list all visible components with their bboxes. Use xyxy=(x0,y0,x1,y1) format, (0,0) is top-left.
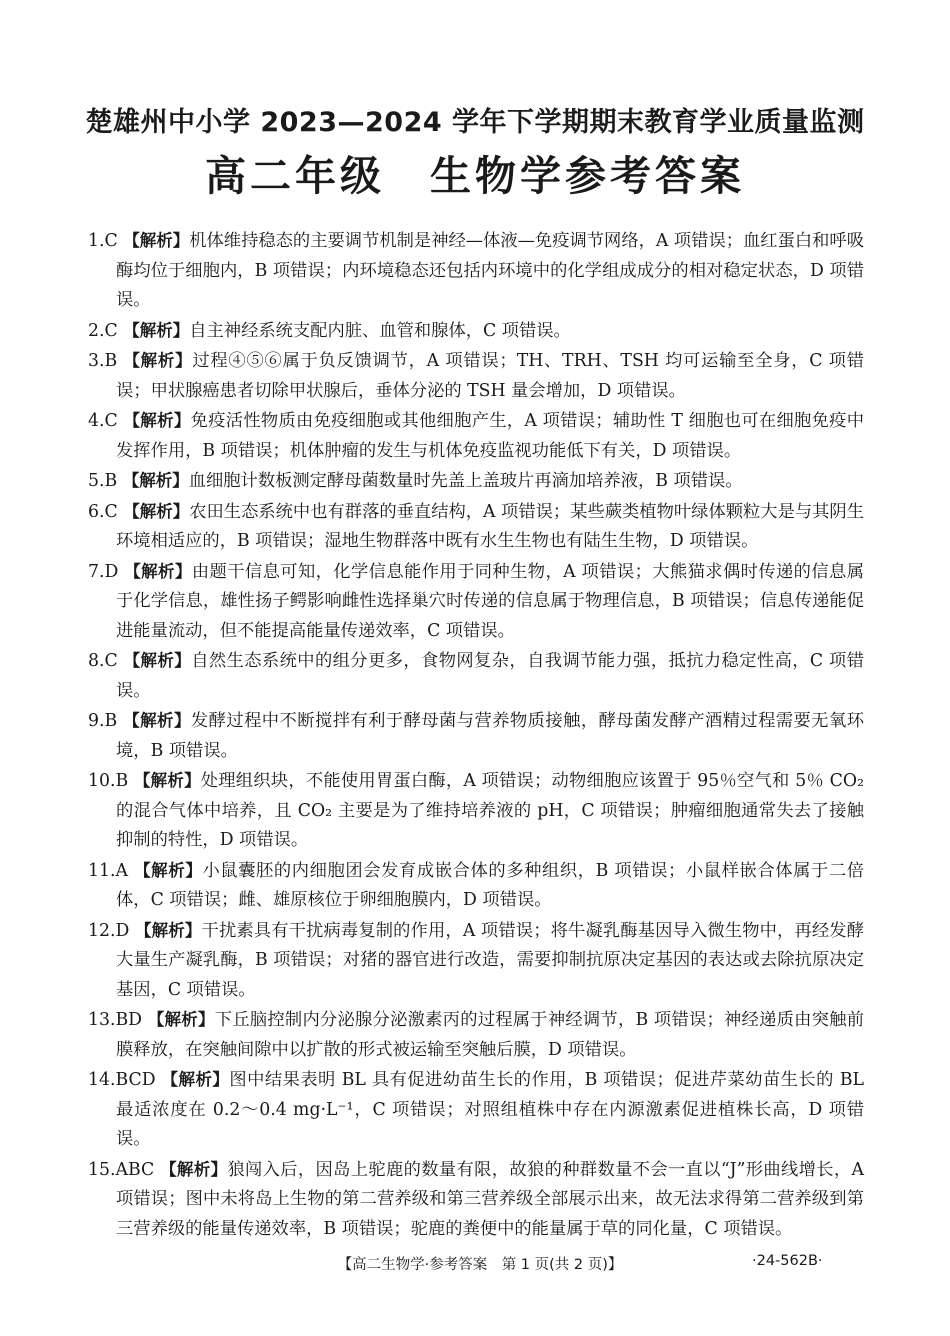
analysis-tag: 【解析】 xyxy=(123,320,190,340)
analysis-tag: 【解析】 xyxy=(161,1070,230,1089)
answer-number: 5.B xyxy=(88,471,118,491)
analysis-text: 狼闯入后，因岛上驼鹿的数量有限，故狼的种群数量不会一直以“J”形曲线增长，A 项错误；图中未将岛上生物的第二营养级和第三营养级全部展示出来，故无法求得第二营养级到第三营养级的能量传递效率，B 项错误；驼鹿的粪便中的能量属于草的同化量，C 项错误。 xyxy=(116,1159,865,1239)
answer-item-4 xyxy=(88,406,864,466)
answer-number: 11.A xyxy=(88,860,128,881)
analysis-text: 干扰素具有干扰病毒复制的作用，A 项错误；将牛凝乳酶基因导入微生物中，再经发酵大量生产凝乳酶，B 项错误；对猪的器官进行改造，需要抑制抗原决定基因的表达或去除抗原决定基因，C 项错误。 xyxy=(116,920,865,1000)
answer-number: 3.B xyxy=(88,351,118,371)
analysis-text: 机体维持稳态的主要调节机制是神经—体液—免疫调节网络，A 项错误；血红蛋白和呼吸酶均位于细胞内，B 项错误；内环境稳态还包括内环境中的化学组成成分的相对稳定状态，D 项错误。 xyxy=(116,231,864,310)
analysis-tag: 【解析】 xyxy=(147,1010,215,1029)
answer-number: 13.BD xyxy=(88,1010,143,1030)
analysis-tag: 【解析】 xyxy=(160,1159,228,1179)
answer-item-11 xyxy=(88,856,864,916)
analysis-text: 血细胞计数板测定酵母菌数量时先盖上盖玻片再滴加培养液，B 项错误。 xyxy=(188,471,743,491)
answer-number: 9.B xyxy=(88,711,118,731)
answer-item-10 xyxy=(88,766,864,856)
answer-number: 4.C xyxy=(88,411,118,431)
answer-item-6 xyxy=(88,497,864,557)
answer-item-14 xyxy=(88,1065,864,1155)
answer-number: 10.B xyxy=(88,771,129,791)
analysis-tag: 【解析】 xyxy=(122,471,189,490)
analysis-tag: 【解析】 xyxy=(123,711,191,730)
answer-item-3 xyxy=(88,346,864,406)
analysis-tag: 【解析】 xyxy=(123,411,191,430)
answer-number: 2.C xyxy=(88,320,118,341)
answer-number: 6.C xyxy=(88,501,118,522)
analysis-text: 自主神经系统支配内脏、血管和腺体，C 项错误。 xyxy=(189,320,571,341)
answer-number: 15.ABC xyxy=(88,1159,155,1180)
analysis-tag: 【解析】 xyxy=(123,501,190,521)
answer-item-8 xyxy=(88,646,864,706)
analysis-tag: 【解析】 xyxy=(134,920,202,940)
analysis-text: 农田生态系统中也有群落的垂直结构，A 项错误；某些蕨类植物叶绿体颗粒大是与其阴生环境相适应的，B 项错误；湿地生物群落中既有水生生物也有陆生生物，D 项错误。 xyxy=(116,501,864,551)
exam-title: 楚雄州中小学 2023—2024 学年下学期期末教育学业质量监测 xyxy=(85,107,865,138)
answer-item-15 xyxy=(88,1155,864,1245)
analysis-tag: 【解析】 xyxy=(134,860,203,880)
answer-list xyxy=(88,226,864,1244)
analysis-tag: 【解析】 xyxy=(123,651,192,670)
analysis-text: 过程④⑤⑥属于负反馈调节，A 项错误；TH、TRH、TSH 均可运输至全身，C 项错误；甲状腺癌患者切除甲状腺后，垂体分泌的 TSH 量会增加，D 项错误。 xyxy=(116,351,865,401)
answer-number: 12.D xyxy=(88,920,130,941)
footer-page-info: 【高二生物学·参考答案 第 1 页(共 2 页)】 xyxy=(337,1257,623,1273)
analysis-text: 免疫活性物质由免疫细胞或其他细胞产生，A 项错误；辅助性 T 细胞也可在细胞免疫中发挥作用，B 项错误；机体肿瘤的发生与机体免疫监视功能低下有关，D 项错误。 xyxy=(116,411,864,461)
analysis-text: 处理组织块，不能使用胃蛋白酶，A 项错误；动物细胞应该置于 95％空气和 5％ CO₂ 的混合气体中培养，且 CO₂ 主要是为了维持培养液的 pH，C 项错误；肿瘤细胞通常失去了接触抑制的特性，D 项错误。 xyxy=(116,771,864,850)
answer-item-9 xyxy=(88,706,864,766)
answer-item-12 xyxy=(88,916,864,1006)
analysis-tag: 【解析】 xyxy=(123,231,190,250)
analysis-tag: 【解析】 xyxy=(123,351,193,370)
analysis-text: 小鼠囊胚的内细胞团会发育成嵌合体的多种组织，B 项错误；小鼠样嵌合体属于二倍体，C 项错误；雌、雄原核位于卵细胞膜内，D 项错误。 xyxy=(116,860,865,910)
answer-number: 8.C xyxy=(88,651,118,671)
answer-item-1 xyxy=(88,226,864,316)
footer-doc-code: ·24-562B· xyxy=(752,1253,823,1269)
answer-item-7 xyxy=(88,557,864,647)
analysis-text: 下丘脑控制内分泌腺分泌激素丙的过程属于神经调节，B 项错误；神经递质由突触前膜释放，在突触间隙中以扩散的形式被运输至突触后膜，D 项错误。 xyxy=(116,1010,865,1060)
answer-number: 1.C xyxy=(88,231,118,251)
answer-item-2 xyxy=(88,316,864,347)
answer-number: 14.BCD xyxy=(88,1070,156,1090)
analysis-text: 发酵过程中不断搅拌有利于酵母菌与营养物质接触，酵母菌发酵产酒精过程需要无氧环境，B 项错误。 xyxy=(116,711,864,761)
page-title: 高二年级 生物学参考答案 xyxy=(205,152,745,200)
analysis-text: 图中结果表明 BL 具有促进幼苗生长的作用，B 项错误；促进芹菜幼苗生长的 BL 最适浓度在 0.2～0.4 mg·L⁻¹，C 项错误；对照组植株中存在内源激素促进植株长高，D 项错误。 xyxy=(116,1070,865,1149)
analysis-tag: 【解析】 xyxy=(124,561,192,581)
analysis-text: 由题干信息可知，化学信息能作用于同种生物，A 项错误；大熊猫求偶时传递的信息属于化学信息，雄性扬子鳄影响雌性选择巢穴时传递的信息属于物理信息，B 项错误；信息传递能促进能量流动，但不能提高能量传递效率，C 项错误。 xyxy=(116,561,865,641)
analysis-text: 自然生态系统中的组分更多，食物网复杂，自我调节能力强，抵抗力稳定性高，C 项错误。 xyxy=(116,651,865,701)
answer-item-5 xyxy=(88,466,864,497)
analysis-tag: 【解析】 xyxy=(133,771,201,790)
answer-item-13 xyxy=(88,1005,864,1065)
answer-number: 7.D xyxy=(88,561,119,582)
